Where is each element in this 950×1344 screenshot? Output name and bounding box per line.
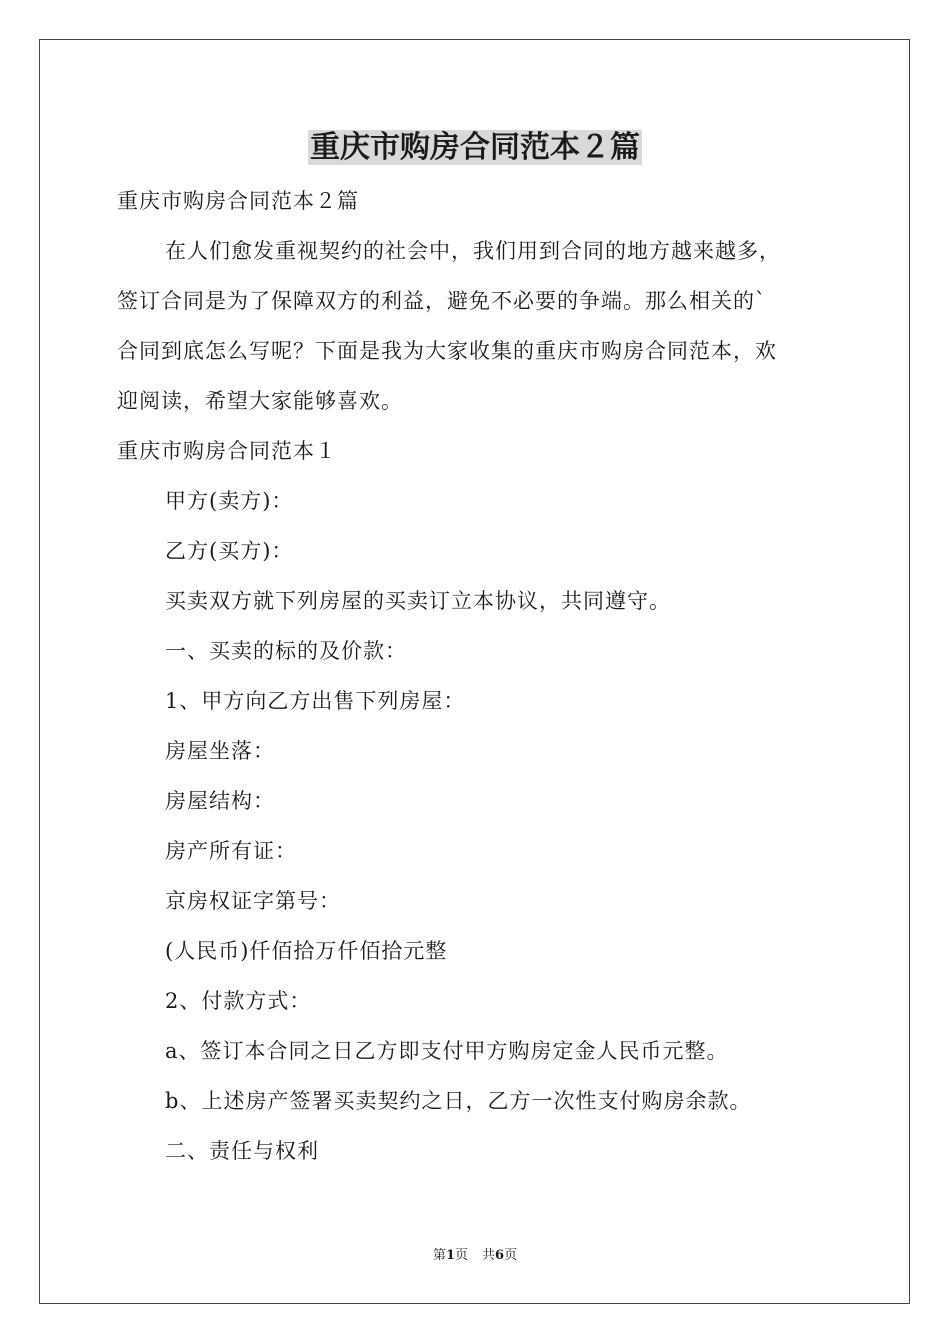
footer-page-suffix: 页: [454, 1248, 468, 1263]
section-heading: 重庆市购房合同范本１: [117, 439, 337, 463]
clause-item: 房屋结构：: [165, 789, 275, 813]
footer-total-suffix: 页: [504, 1248, 518, 1263]
clause-item: 京房权证字第号：: [165, 889, 341, 913]
footer-total-pages: 6: [495, 1248, 505, 1263]
document-title-text: 重庆市购房合同范本２篇: [310, 130, 640, 165]
clause-buyer: 乙方(买方)：: [165, 539, 294, 563]
clause-item: 房屋坐落：: [165, 739, 275, 763]
document-title: [0, 126, 950, 170]
intro-line: 合同到底怎么写呢？下面是我为大家收集的重庆市购房合同范本，欢: [117, 339, 777, 363]
intro-line: 签订合同是为了保障双方的利益，避免不必要的争端。那么相关的`: [117, 289, 767, 313]
clause-item: 1、甲方向乙方出售下列房屋：: [165, 689, 466, 713]
clause-item: (人民币)仟佰拾万仟佰拾元整: [165, 939, 448, 963]
document-body: [117, 176, 837, 1176]
clause-item: 2、付款方式：: [165, 989, 312, 1013]
footer-total-prefix: 共: [482, 1248, 496, 1263]
clause-item: 房产所有证：: [165, 839, 297, 863]
clause-section-two: 二、责任与权利: [165, 1139, 319, 1163]
clause-item: a、签订本合同之日乙方即支付甲方购房定金人民币元整。: [165, 1039, 729, 1063]
footer-page-number: 1: [445, 1248, 455, 1263]
clause-seller: 甲方(卖方)：: [165, 489, 294, 513]
footer-page-prefix: 第: [432, 1248, 446, 1263]
intro-line: 迎阅读，希望大家能够喜欢。: [117, 389, 403, 413]
clause-section-one: 一、买卖的标的及价款：: [165, 639, 407, 663]
clause-agreement: 买卖双方就下列房屋的买卖订立本协议，共同遵守。: [165, 589, 671, 613]
document-subtitle: 重庆市购房合同范本２篇: [117, 189, 359, 213]
clause-item: b、上述房产签署买卖契约之日，乙方一次性支付购房余款。: [165, 1089, 752, 1113]
page-footer: [0, 1246, 950, 1266]
intro-line: 在人们愈发重视契约的社会中，我们用到合同的地方越来越多，: [165, 239, 781, 263]
